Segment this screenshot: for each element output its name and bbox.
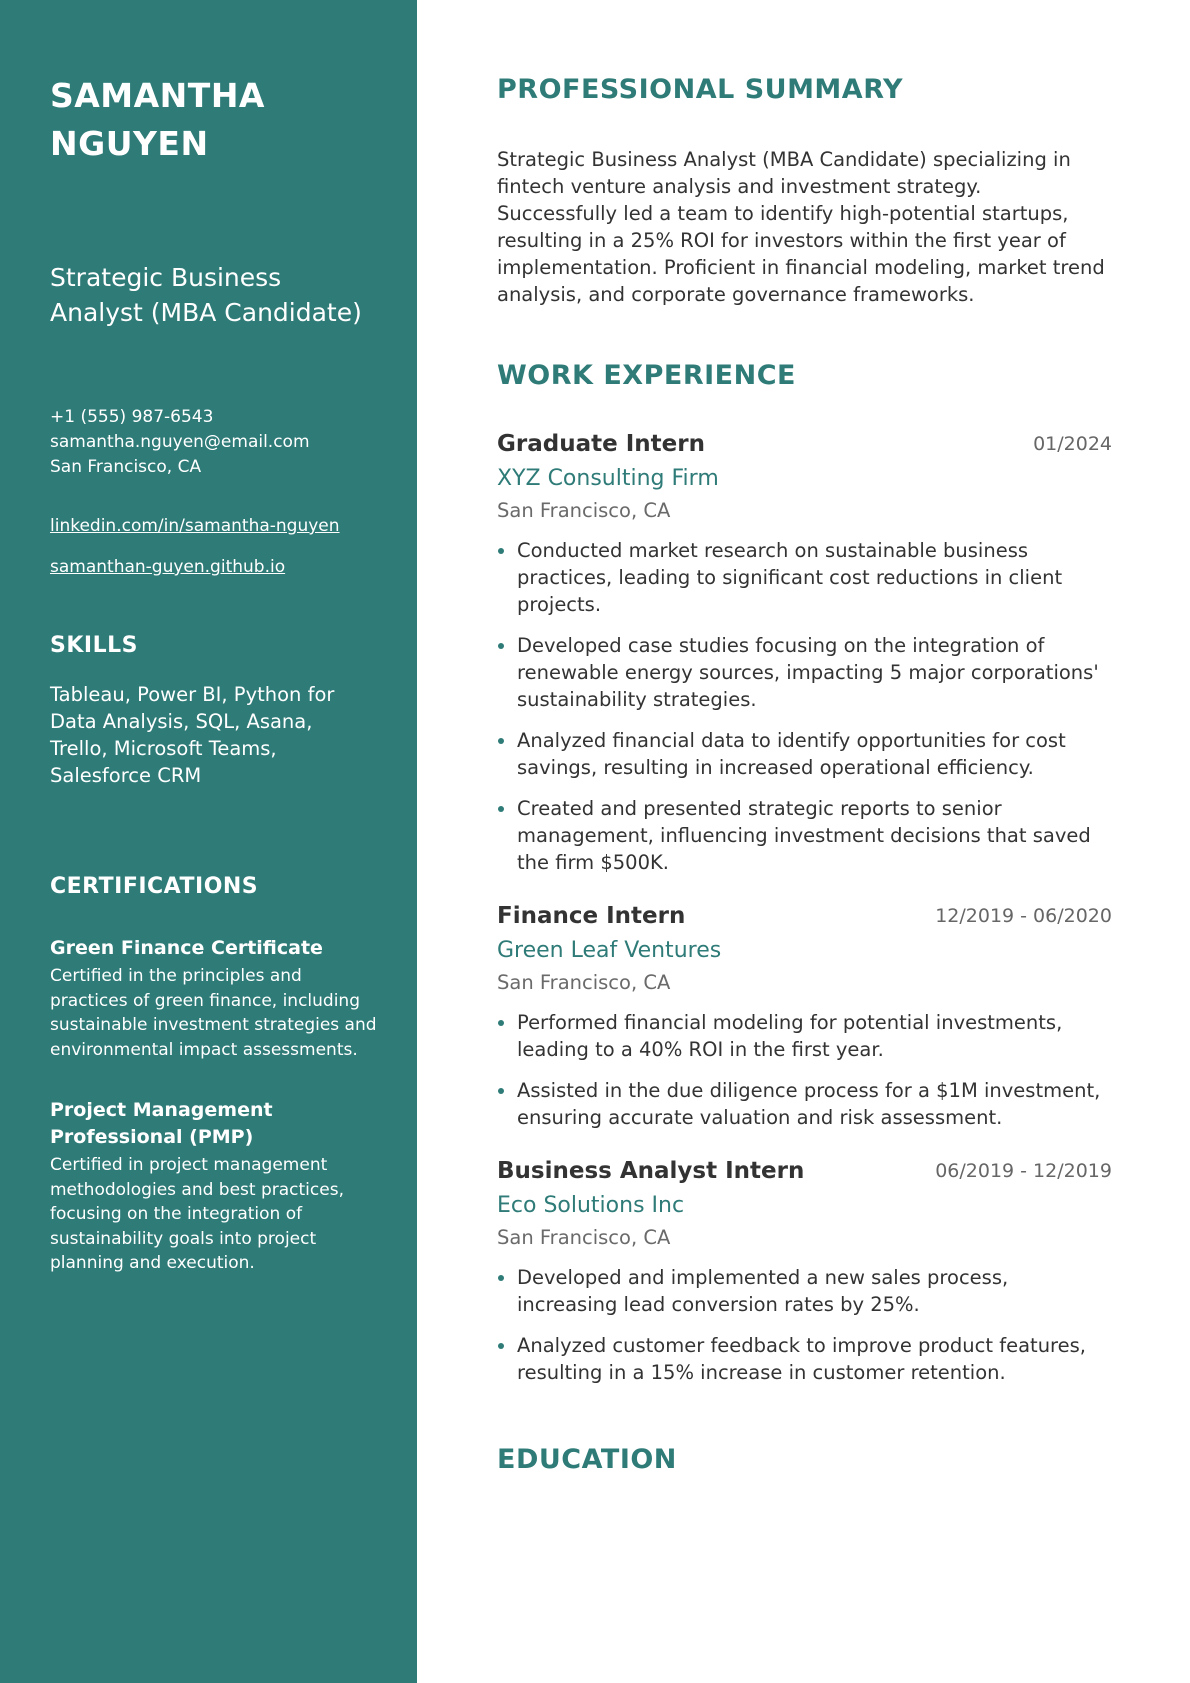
contact-info [50, 405, 377, 480]
bullet-item: Conducted market research on sustainable business practices, leading to significant cost reductions in client projects. [497, 537, 1112, 618]
headline: Strategic Business Analyst (MBA Candidate) [50, 263, 362, 327]
website-link[interactable]: samanthan-guyen.github.io [50, 557, 286, 577]
job-entry [497, 1155, 1112, 1386]
job-title: Business Analyst Intern [497, 1158, 805, 1184]
summary-heading: PROFESSIONAL SUMMARY [497, 74, 904, 105]
certification-title: Green Finance Certificate [50, 937, 323, 959]
bullet-item: Assisted in the due diligence process for a $1M investment, ensuring accurate valuation and risk assessment. [497, 1077, 1112, 1131]
job-bullets [497, 1009, 1112, 1131]
job-location: San Francisco, CA [497, 971, 671, 994]
skills-list: Tableau, Power BI, Python for Data Analysis, SQL, Asana, Trello, Microsoft Teams, Salesforce CRM [50, 683, 335, 787]
job-title: Graduate Intern [497, 431, 705, 457]
certification-title: Project Management Professional (PMP) [50, 1099, 273, 1148]
bullet-item: Analyzed customer feedback to improve product features, resulting in a 15% increase in customer retention. [497, 1332, 1112, 1386]
company-name: Green Leaf Ventures [497, 938, 722, 963]
job-entry [497, 428, 1112, 876]
skills-heading: SKILLS [50, 633, 138, 658]
job-date: 06/2019 - 12/2019 [935, 1160, 1112, 1182]
certification-description: Certified in the principles and practices of green finance, including sustainable investment strategies and environmental impact assessments. [50, 966, 377, 1060]
bullet-item: Created and presented strategic reports to senior management, influencing investment decisions that saved the firm $500K. [497, 795, 1112, 876]
job-date: 01/2024 [1033, 433, 1112, 455]
job-bullets [497, 537, 1112, 876]
bullet-item: Developed and implemented a new sales process, increasing lead conversion rates by 25%. [497, 1264, 1112, 1318]
email: samantha.nguyen@email.com [50, 432, 310, 452]
phone: +1 (555) 987-6543 [50, 407, 214, 427]
candidate-name [50, 72, 377, 168]
job-title: Finance Intern [497, 903, 686, 929]
certification-description: Certified in project management methodologies and best practices, focusing on the integration of sustainability goals into project planning and execution. [50, 1155, 344, 1273]
job-location: San Francisco, CA [497, 499, 671, 522]
name-last: NGUYEN [50, 124, 209, 163]
bullet-item: Performed financial modeling for potential investments, leading to a 40% ROI in the first year. [497, 1009, 1112, 1063]
name-first: SAMANTHA [50, 76, 265, 115]
certifications-heading: CERTIFICATIONS [50, 874, 259, 899]
summary-text: Strategic Business Analyst (MBA Candidate) specializing in fintech venture analysis and investment strategy. Successfully led a team to identify high-potential startups, resulting in a 25% ROI for investors within the first year of implementation. Proficient in financial modeling, market trend analysis, and corporate governance frameworks. [497, 148, 1105, 306]
linkedin-link[interactable]: linkedin.com/in/samantha-nguyen [50, 516, 340, 536]
work-experience-heading: WORK EXPERIENCE [497, 360, 796, 391]
bullet-item: Analyzed financial data to identify opportunities for cost savings, resulting in increased operational efficiency. [497, 727, 1112, 781]
job-location: San Francisco, CA [497, 1226, 671, 1249]
company-name: XYZ Consulting Firm [497, 466, 719, 491]
company-name: Eco Solutions Inc [497, 1193, 685, 1218]
certification-item [50, 935, 377, 1062]
main-content [497, 0, 1112, 1478]
job-entry [497, 900, 1112, 1131]
job-bullets [497, 1264, 1112, 1386]
sidebar [0, 0, 417, 1683]
bullet-item: Developed case studies focusing on the integration of renewable energy sources, impacting 5 major corporations' sustainability strategies. [497, 632, 1112, 713]
job-date: 12/2019 - 06/2020 [935, 905, 1112, 927]
location: San Francisco, CA [50, 457, 202, 477]
certification-item [50, 1097, 377, 1276]
education-heading: EDUCATION [497, 1444, 677, 1475]
